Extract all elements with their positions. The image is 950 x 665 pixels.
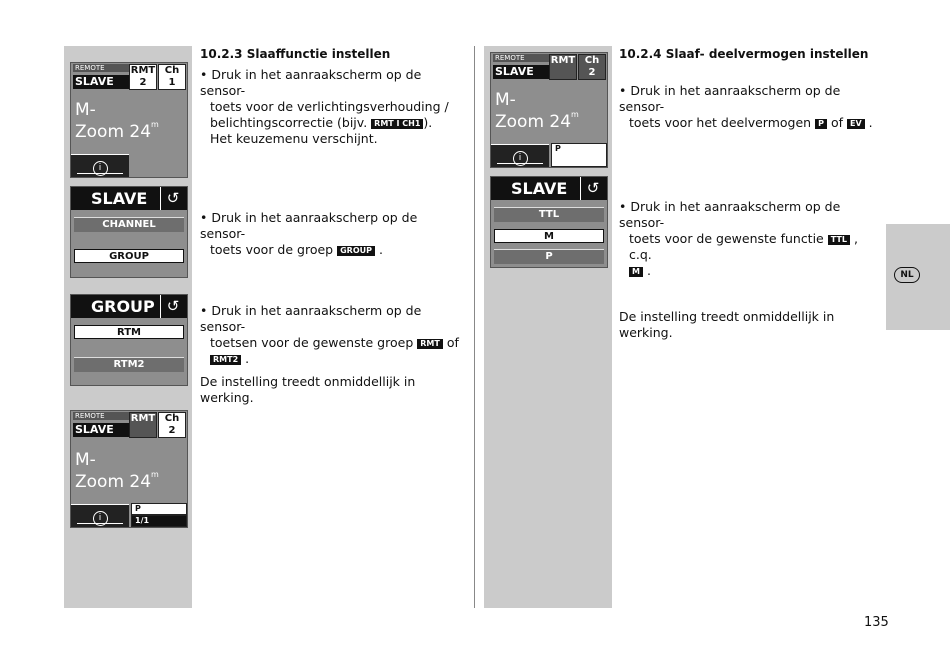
rmt-key[interactable]: RMT: [549, 54, 577, 80]
info-icon: i: [93, 511, 108, 526]
group-menu-display: [70, 294, 188, 386]
info-button[interactable]: [491, 144, 549, 167]
info-icon: i: [513, 151, 528, 166]
menu-item-group[interactable]: GROUP: [74, 249, 184, 263]
remote-label: REMOTE: [493, 54, 553, 62]
m-badge: M: [629, 267, 643, 277]
ch-key[interactable]: Ch 2: [578, 54, 606, 80]
group-badge: GROUP: [337, 246, 375, 256]
slave-label: SLAVE: [493, 65, 553, 79]
p-label-cell[interactable]: P: [551, 143, 607, 167]
rmt-key[interactable]: RMT 2: [130, 65, 156, 88]
info-button[interactable]: [71, 154, 129, 177]
menu-item-p[interactable]: P: [494, 249, 604, 264]
remote-label: REMOTE: [73, 412, 133, 420]
flash-display-remote-slave: [70, 62, 188, 178]
nl-language-badge: NL: [894, 267, 920, 283]
p-label-cell[interactable]: P: [131, 503, 187, 515]
instruction-4: De instelling treedt onmiddellijk in werking.: [200, 374, 416, 405]
column-divider: [474, 46, 475, 608]
menu-item-m[interactable]: M: [494, 229, 604, 243]
slave-label: SLAVE: [73, 75, 133, 89]
ch-key[interactable]: Ch 1: [158, 64, 186, 90]
rmt-badge: RMT: [417, 339, 443, 349]
slave-menu-display: [70, 186, 188, 278]
remote-label: REMOTE: [73, 64, 133, 72]
slave-function-menu: [490, 176, 608, 268]
zoom-readout: M- Zoom 24m: [75, 450, 159, 492]
ttl-badge: TTL: [828, 235, 850, 245]
flash-display-remote-slave-result: [70, 410, 188, 528]
ev-badge: EV: [847, 119, 865, 129]
menu-title: SLAVE: [71, 187, 187, 210]
menu-item-rtm[interactable]: RTM: [74, 325, 184, 339]
p-badge: P: [815, 119, 827, 129]
rmt-ch1-badge: RMT I CH1: [371, 119, 423, 129]
zoom-readout: M- Zoom 24m: [495, 90, 579, 132]
ch-key[interactable]: Ch 2: [158, 412, 186, 438]
back-arrow-icon[interactable]: ↺: [580, 177, 605, 200]
instruction-3: • Druk in het aanraakscherm op de sensor- toetsen voor de gewenste groep RMT of RMT2 .: [200, 303, 459, 366]
page-number: 135: [864, 615, 889, 630]
menu-title: SLAVE: [491, 177, 607, 200]
menu-item-channel[interactable]: CHANNEL: [74, 217, 184, 232]
rmt-key[interactable]: RMT: [129, 412, 157, 438]
info-button[interactable]: [71, 504, 129, 527]
instruction-6: • Druk in het aanraakscherm op de sensor- toets voor de gewenste functie TTL , c.q. M .: [619, 199, 858, 278]
rmt2-badge: RMT2: [210, 355, 241, 365]
menu-item-ttl[interactable]: TTL: [494, 207, 604, 222]
info-icon: i: [93, 161, 108, 176]
section-heading-1023: 10.2.3 Slaaffunctie instellen: [200, 47, 391, 61]
zoom-readout: M- Zoom 24m: [75, 100, 159, 142]
back-arrow-icon[interactable]: ↺: [160, 295, 185, 318]
menu-title: GROUP: [71, 295, 187, 318]
p-value-cell[interactable]: 1/1: [131, 515, 187, 527]
instruction-1: • Druk in het aanraakscherm op de sensor- toets voor de verlichtingsverhouding / belichtingscorrectie (bijv. RMT I CH1 ). Het keuzemenu verschijnt.: [200, 67, 449, 146]
instruction-7: De instelling treedt onmiddellijk in werking.: [619, 309, 835, 340]
language-tab: [886, 224, 950, 330]
instruction-5: • Druk in het aanraakscherm op de sensor- toets voor het deelvermogen P of EV .: [619, 83, 873, 130]
menu-item-rtm2[interactable]: RTM2: [74, 357, 184, 372]
back-arrow-icon[interactable]: ↺: [160, 187, 185, 210]
slave-label: SLAVE: [73, 423, 133, 437]
flash-display-remote-slave-p: [490, 52, 608, 168]
section-heading-1024: 10.2.4 Slaaf- deelvermogen instellen: [619, 47, 869, 61]
instruction-2: • Druk in het aanraakscherp op de sensor- toets voor de groep GROUP .: [200, 210, 418, 257]
